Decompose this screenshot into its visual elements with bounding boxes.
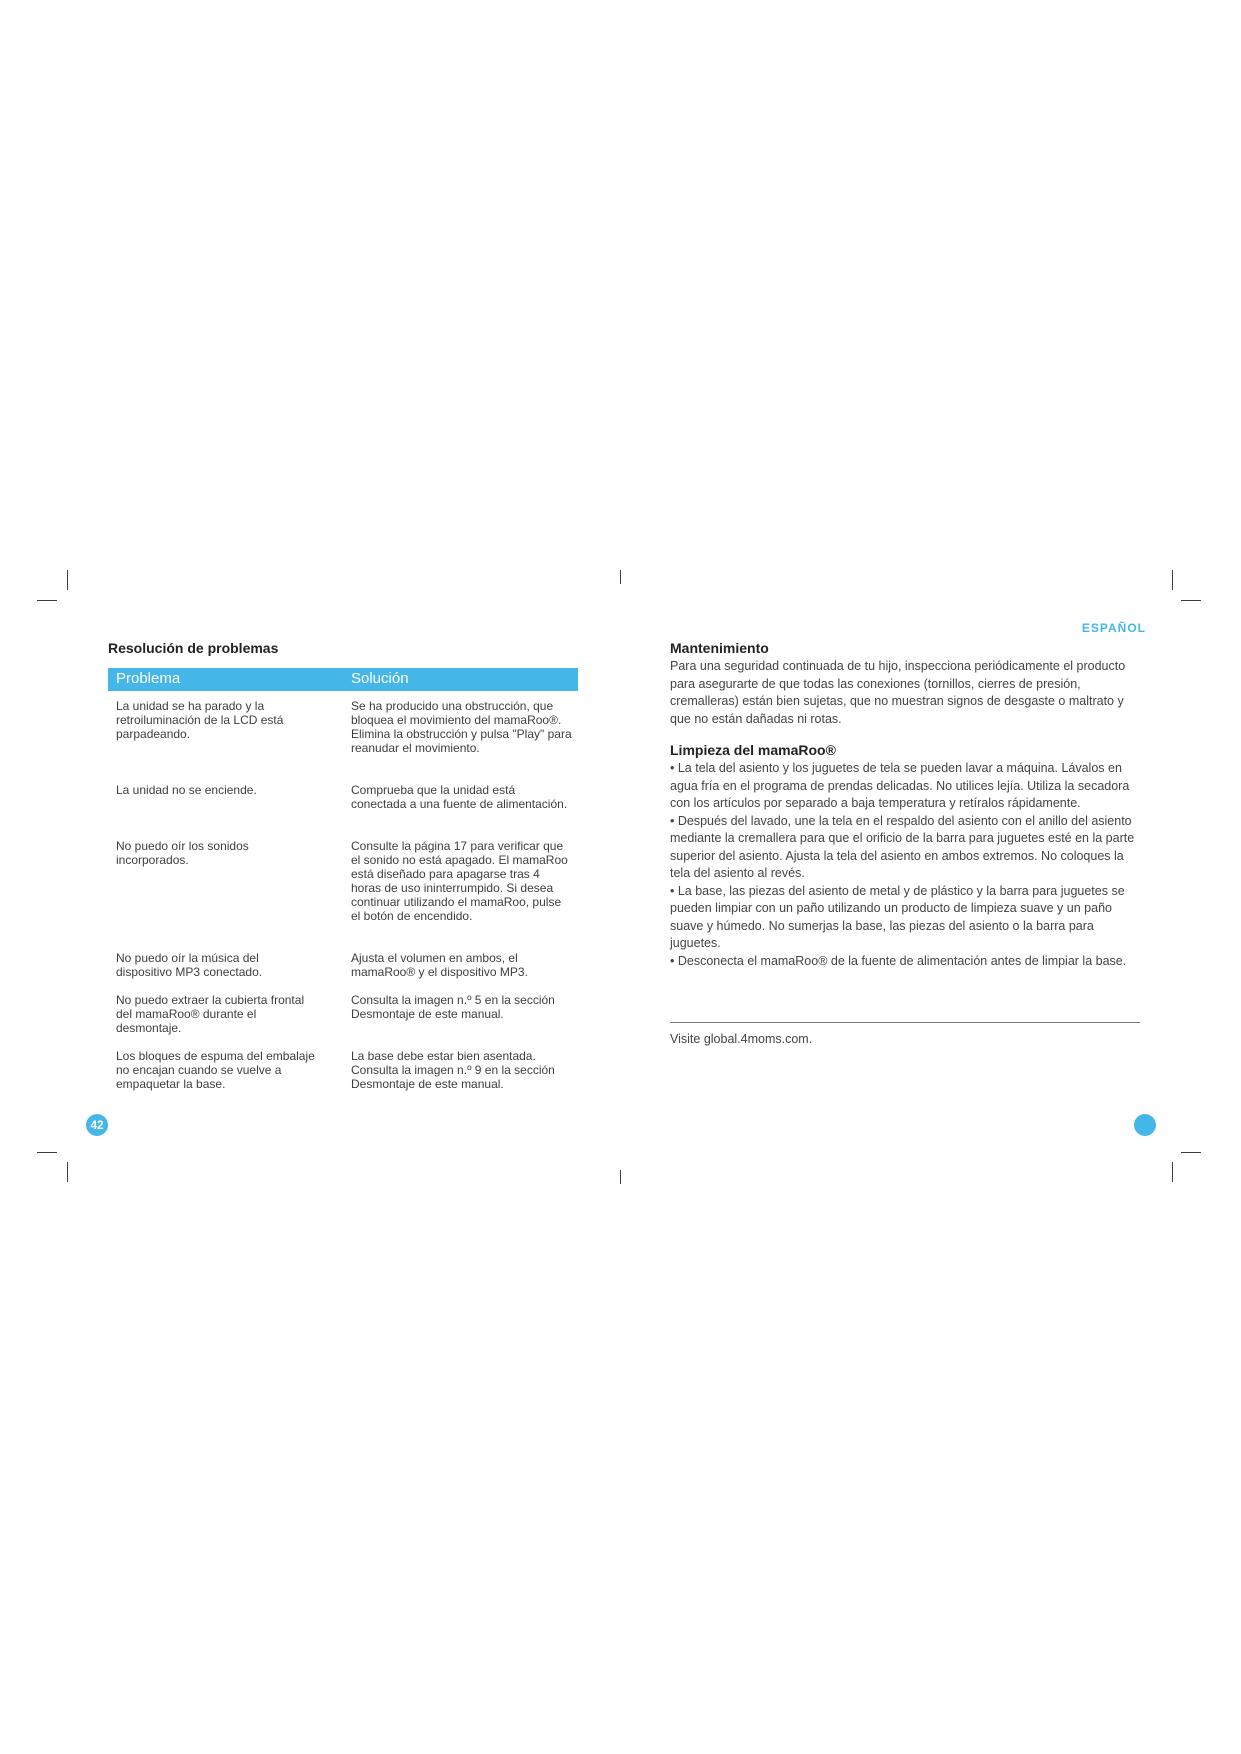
divider — [670, 1022, 1140, 1023]
solution-cell: Se ha producido una obstrucción, que bloquea el movimiento del mamaRoo®. Elimina la obstrucción y pulsa "Play" para reanudar el movimiento. — [351, 699, 572, 755]
page-number-badge: 42 — [86, 1114, 108, 1136]
solution-cell: Comprueba que la unidad está conectada a una fuente de alimentación. — [351, 783, 568, 811]
crop-mark — [1181, 600, 1201, 601]
crop-mark — [67, 1162, 68, 1182]
problem-cell: No puedo oír los sonidos incorporados. — [116, 839, 249, 867]
troubleshooting-title: Resolución de problemas — [108, 640, 279, 656]
language-label: ESPAÑOL — [1081, 621, 1146, 635]
problem-cell: La unidad no se enciende. — [116, 783, 257, 797]
crop-mark — [620, 570, 621, 584]
solution-cell: Ajusta el volumen en ambos, el mamaRoo® y el dispositivo MP3. — [351, 951, 528, 979]
problem-cell: No puedo oír la música del dispositivo MP3 conectado. — [116, 951, 263, 979]
cleaning-bullet: • La base, las piezas del asiento de metal y de plástico y la barra para juguetes se pueden limpiar con un paño utilizando un producto de limpieza suave y un paño suave y húmedo. No sumerjas la base, las piezas del asiento o la barra para juguetes. — [670, 883, 1125, 950]
header-problem: Problema — [116, 670, 181, 687]
crop-mark — [37, 600, 57, 601]
troubleshooting-table-header — [108, 668, 578, 691]
solution-cell: La base debe estar bien asentada. Consulta la imagen n.º 9 en la sección Desmontaje de este manual. — [351, 1049, 555, 1091]
crop-mark — [1181, 1152, 1201, 1153]
troubleshooting-section — [108, 640, 578, 656]
crop-mark — [37, 1152, 57, 1153]
crop-mark — [620, 1170, 621, 1184]
maintenance-text: Para una seguridad continuada de tu hijo, inspecciona periódicamente el producto para asegurarte de que todas las conexiones (tornillos, cierres de presión, cremalleras) están bien sujetas, que no muestran signos de desgaste o maltrato y que no están dañadas ni rotas. — [670, 659, 1126, 726]
problem-cell: La unidad se ha parado y la retroiluminación de la LCD está parpadeando. — [116, 699, 284, 741]
problem-cell: No puedo extraer la cubierta frontal del mamaRoo® durante el desmontaje. — [116, 993, 305, 1035]
visit-link-text: Visite global.4moms.com. — [670, 1032, 813, 1046]
header-solution: Solución — [351, 670, 409, 687]
crop-mark — [1172, 570, 1173, 590]
cleaning-bullet: • Desconecta el mamaRoo® de la fuente de alimentación antes de limpiar la base. — [670, 953, 1127, 968]
problem-cell: Los bloques de espuma del embalaje no encajan cuando se vuelve a empaquetar la base. — [116, 1049, 315, 1091]
cleaning-bullet: • Después del lavado, une la tela en el respaldo del asiento con el anillo del asiento mediante la cremallera para que el orificio de la barra para juguetes esté en la parte superior del asiento. Ajusta la tela del asiento en ambos extremos. No coloques la tela del asiento al revés. — [670, 813, 1135, 880]
solution-cell: Consulte la página 17 para verificar que el sonido no está apagado. El mamaRoo está diseñado para apagarse tras 4 horas de uso ininterrumpido. Si desea continuar utilizando el mamaRoo, pulse el botón de encendido. — [351, 839, 568, 923]
maintenance-title: Mantenimiento — [670, 640, 769, 656]
crop-mark — [1172, 1162, 1173, 1182]
crop-mark — [67, 570, 68, 590]
cleaning-bullet: • La tela del asiento y los juguetes de tela se pueden lavar a máquina. Lávalos en agua fría en el programa de prendas delicadas. No utilices lejía. Utiliza la secadora con los artículos por separado a baja temperatura y retíralos rápidamente. — [670, 761, 1130, 810]
cleaning-title: Limpieza del mamaRoo® — [670, 742, 836, 758]
solution-cell: Consulta la imagen n.º 5 en la sección Desmontaje de este manual. — [351, 993, 555, 1021]
page-dot — [1134, 1114, 1156, 1136]
maintenance-section — [670, 640, 1140, 970]
